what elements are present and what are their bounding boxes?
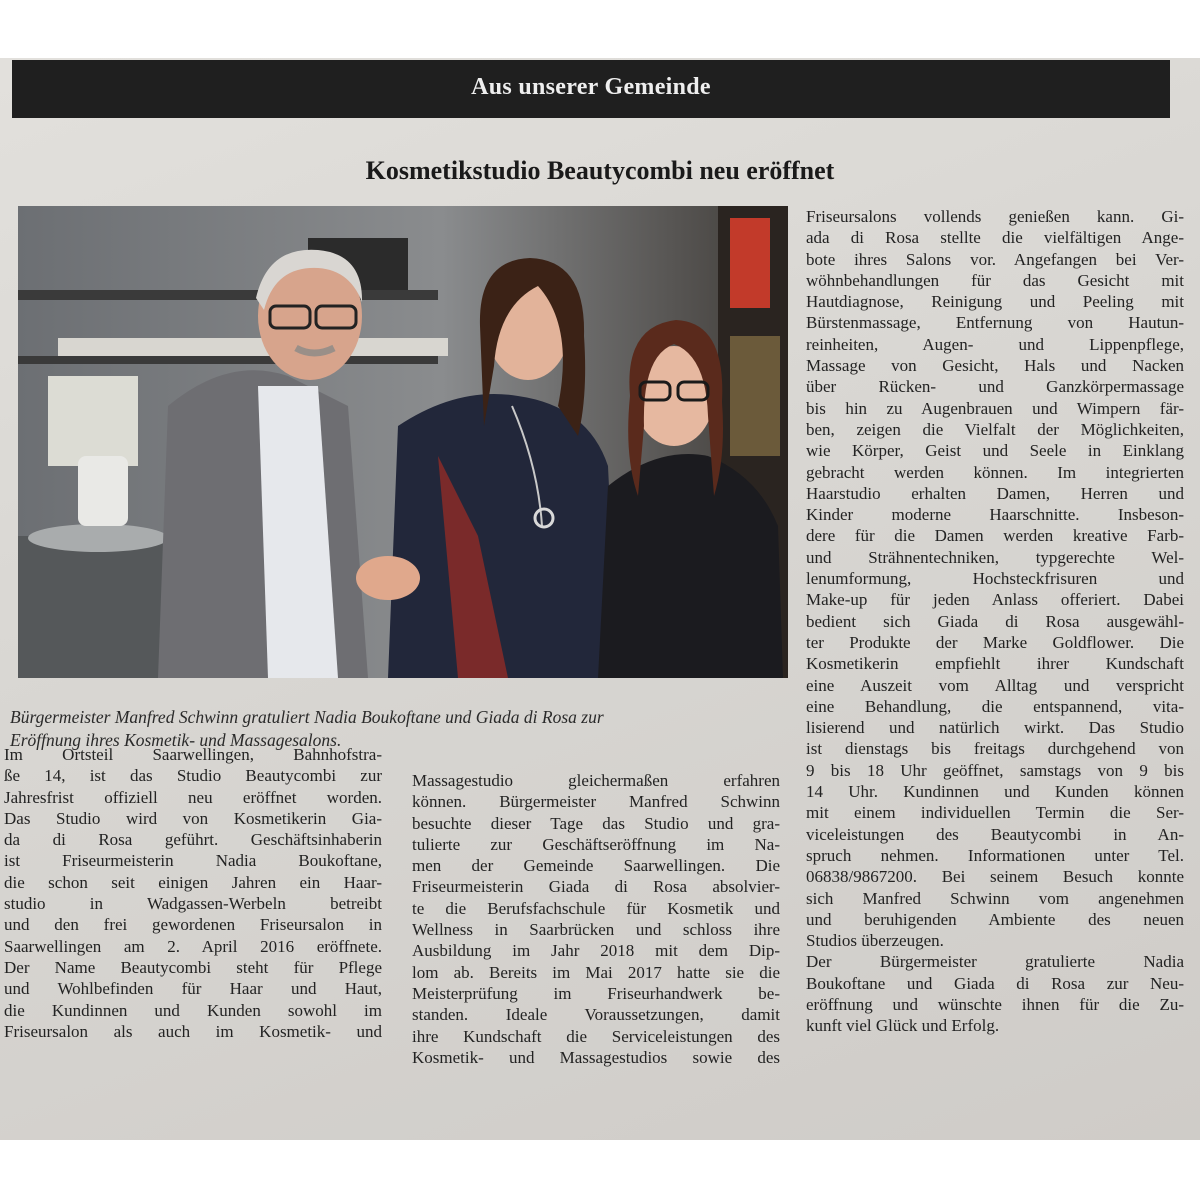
text-line: studio in Wadgassen-Werbeln betreibt: [4, 894, 382, 914]
text-line: 9 bis 18 Uhr geöffnet, samstags von 9 bis: [806, 760, 1184, 780]
text-line: wie Körper, Geist und Seele in Einklang: [806, 441, 1184, 461]
text-line: Im Ortsteil Saarwellingen, Bahnhofstra-: [4, 745, 382, 764]
text-line: Kosmetik- und Massagestudios sowie des: [412, 1047, 780, 1067]
text-line: lisierend und natürlich wirkt. Das Studio: [806, 718, 1184, 738]
text-line: standen. Ideale Voraussetzungen, damit: [412, 1005, 780, 1025]
text-line: 06838/9867200. Bei seinem Besuch konnte: [806, 867, 1184, 887]
text-line: reinheiten, Augen- und Lippenpflege,: [806, 334, 1184, 354]
text-line: ter Produkte der Marke Goldflower. Die: [806, 632, 1184, 652]
text-line: Hautdiagnose, Reinigung und Peeling mit: [806, 292, 1184, 312]
text-line: viceleistungen des Beautycombi in An-: [806, 824, 1184, 844]
text-line: eine Behandlung, die entspannend, vita-: [806, 696, 1184, 716]
text-line: Haarstudio erhalten Damen, Herren und: [806, 483, 1184, 503]
article-column-2: [412, 770, 780, 1068]
text-line: eine Auszeit vom Alltag und verspricht: [806, 675, 1184, 695]
text-line: bedient sich Giada di Rosa ausgewähl-: [806, 611, 1184, 631]
text-line: te die Berufsfachschule für Kosmetik und: [412, 898, 780, 918]
text-line: Kosmetikerin empfiehlt ihrer Kundschaft: [806, 654, 1184, 674]
text-line: lom ab. Bereits im Mai 2017 hatte sie die: [412, 962, 780, 982]
text-line: Friseursalons vollends genießen kann. Gi-: [806, 207, 1184, 226]
text-line: ada di Rosa stellte die vielfältigen Ange-: [806, 228, 1184, 248]
text-line: Studios überzeugen.: [806, 931, 944, 951]
text-line: da di Rosa geführt. Geschäftsinhaberin: [4, 830, 382, 850]
text-line: und beruhigenden Ambiente des neuen: [806, 909, 1184, 929]
text-line: Wellness in Saarbrücken und schloss ihre: [412, 920, 780, 940]
text-line: 14 Uhr. Kundinnen und Kunden können: [806, 782, 1184, 802]
text-line: Make-up für jeden Anlass offeriert. Dabei: [806, 590, 1184, 610]
text-line: bis hin zu Augenbrauen und Wimpern fär-: [806, 398, 1184, 418]
text-line: sich Manfred Schwinn vom angenehmen: [806, 888, 1184, 908]
section-banner: [12, 60, 1170, 118]
text-line: können. Bürgermeister Manfred Schwinn: [412, 792, 780, 812]
text-line: Friseurmeisterin Giada di Rosa absolvier-: [412, 877, 780, 897]
text-line: und Wohlbefinden für Haar und Haut,: [4, 979, 382, 999]
text-line: tulierte zur Geschäftseröffnung im Na-: [412, 834, 780, 854]
text-line: und Strähnentechniken, typgerechte Wel-: [806, 547, 1184, 567]
text-line: wöhnbehandlungen für das Gesicht mit: [806, 270, 1184, 290]
text-line: bote ihres Salons vor. Angefangen bei Ver-: [806, 249, 1184, 269]
text-line: ist Friseurmeisterin Nadia Boukoftane,: [4, 851, 382, 871]
article-column-1: [4, 744, 382, 1042]
text-line: lenumformung, Hochsteckfrisuren und: [806, 569, 1184, 589]
text-line: Der Name Beautycombi steht für Pflege: [4, 957, 382, 977]
text-line: spruch nehmen. Informationen unter Tel.: [806, 845, 1184, 865]
salon-photo-illustration: [18, 206, 788, 678]
text-line: Saarwellingen am 2. April 2016 eröffnete.: [4, 936, 382, 956]
text-line: Jahresfrist offiziell neu eröffnet worden.: [4, 787, 382, 807]
text-line: Das Studio wird von Kosmetikerin Gia-: [4, 808, 382, 828]
article-photo: [18, 206, 788, 678]
text-line: Bürstenmassage, Entfernung von Hautun-: [806, 313, 1184, 333]
text-line: Meisterprüfung im Friseurhandwerk be-: [412, 983, 780, 1003]
text-line: gebracht werden können. Im integrierten: [806, 462, 1184, 482]
text-line: dere für die Damen werden kreative Farb-: [806, 526, 1184, 546]
text-line: Ausbildung im Jahr 2018 mit dem Dip-: [412, 941, 780, 961]
text-line: ße 14, ist das Studio Beautycombi zur: [4, 766, 382, 786]
text-line: kunft viel Glück und Erfolg.: [806, 1016, 1000, 1036]
text-line: ben, zeigen die Vielfalt der Möglichkeiten,: [806, 419, 1184, 439]
text-line: die schon seit einigen Jahren ein Haar-: [4, 872, 382, 892]
text-line: Der Bürgermeister gratulierte Nadia: [806, 952, 1184, 972]
text-line: mit einem individuellen Termin die Ser-: [806, 803, 1184, 823]
caption-line: Bürgermeister Manfred Schwinn gratuliert Nadia Boukoftane und Giada di Rosa zur: [10, 707, 604, 727]
text-line: besuchte dieser Tage das Studio und gra-: [412, 813, 780, 833]
article-headline: Kosmetikstudio Beautycombi neu eröffnet: [365, 156, 835, 185]
text-line: ist dienstags bis freitags durchgehend von: [806, 739, 1184, 759]
newspaper-clipping: [0, 58, 1200, 1140]
article-column-3: [806, 206, 1184, 1037]
text-line: über Rücken- und Ganzkörpermassage: [806, 377, 1184, 397]
text-line: eröffnung und wünschte ihnen für die Zu-: [806, 994, 1184, 1014]
text-line: Massagestudio gleichermaßen erfahren: [412, 771, 780, 790]
text-line: ihre Kundschaft die Serviceleistungen des: [412, 1026, 780, 1046]
section-title: Aus unserer Gemeinde: [471, 74, 711, 100]
caption-line: Eröffnung ihres Kosmetik- und Massagesalons.: [10, 730, 342, 750]
text-line: Boukoftane und Giada di Rosa zur Neu-: [806, 973, 1184, 993]
text-line: und den frei gewordenen Friseursalon in: [4, 915, 382, 935]
text-line: Friseursalon als auch im Kosmetik- und: [4, 1021, 382, 1041]
text-line: men der Gemeinde Saarwellingen. Die: [412, 856, 780, 876]
text-line: Kinder moderne Haarschnitte. Insbeson-: [806, 505, 1184, 525]
text-line: Massage von Gesicht, Hals und Nacken: [806, 356, 1184, 376]
text-line: die Kundinnen und Kunden sowohl im: [4, 1000, 382, 1020]
